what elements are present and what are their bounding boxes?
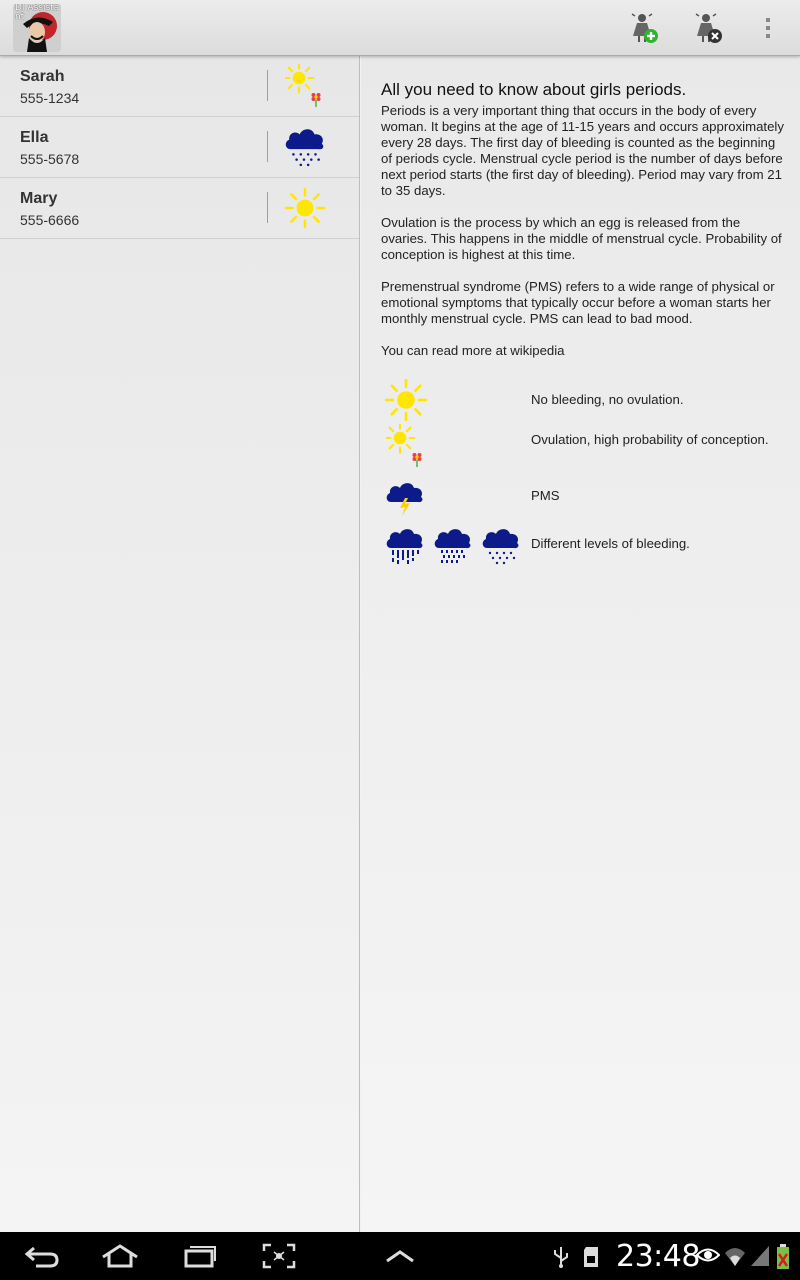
rain-cloud-light-icon <box>481 524 521 568</box>
system-bar <box>0 1232 800 1280</box>
back-icon <box>24 1244 60 1268</box>
storm-cloud-icon <box>385 476 425 520</box>
person-name: Ella <box>20 129 49 146</box>
row-divider <box>267 70 268 101</box>
info-paragraph-pms: Premenstrual syndrome (PMS) refers to a wide range of physical or emotional symptoms that typically occur before a woman starts her monthly menstrual cycle. PMS can lead to bad mood. <box>381 279 775 326</box>
recent-apps-button[interactable] <box>180 1240 220 1272</box>
info-panel <box>361 56 800 1232</box>
app-logo-icon[interactable] <box>13 4 61 52</box>
battery-low-icon <box>776 1244 790 1270</box>
home-icon <box>100 1243 140 1269</box>
screenshot-button[interactable] <box>260 1240 298 1272</box>
sun-icon[interactable] <box>284 186 326 230</box>
info-body <box>381 103 786 375</box>
remove-girl-icon <box>693 12 723 44</box>
add-girl-icon <box>629 12 659 44</box>
add-girl-button[interactable] <box>626 10 662 46</box>
chevron-up-icon <box>384 1248 416 1264</box>
list-item-mary[interactable] <box>0 178 359 239</box>
legend-row-pms <box>381 476 791 516</box>
wifi-icon <box>724 1244 746 1268</box>
legend-row-ovulation <box>381 424 791 472</box>
home-button[interactable] <box>98 1240 142 1272</box>
signal-icon <box>750 1244 770 1268</box>
info-paragraph-ovulation: Ovulation is the process by which an egg is released from the ovaries. This happens in the middle of menstrual cycle. Probability of conception is highest at this time. <box>381 215 782 262</box>
sun-icon <box>384 378 428 422</box>
sun-flower-icon <box>385 424 427 468</box>
person-phone: 555-1234 <box>20 90 80 106</box>
person-phone: 555-6666 <box>20 212 80 228</box>
legend-text: No bleeding, no ovulation. <box>531 392 684 407</box>
list-item-ella[interactable] <box>0 117 359 178</box>
app-icon-label: DJ Assistant <box>15 4 60 22</box>
info-title: All you need to know about girls periods. <box>381 80 687 99</box>
people-list <box>0 56 360 1232</box>
action-bar <box>0 0 800 56</box>
expand-tray-button[interactable] <box>382 1240 418 1272</box>
row-divider <box>267 131 268 162</box>
rain-cloud-medium-icon <box>433 524 473 568</box>
list-item-sarah[interactable] <box>0 56 359 117</box>
back-button[interactable] <box>22 1240 62 1272</box>
legend-row-no-bleeding <box>381 378 791 422</box>
sun-flower-icon[interactable] <box>284 64 326 108</box>
recent-apps-icon <box>182 1244 218 1268</box>
legend-text: Ovulation, high probability of conception. <box>531 432 769 447</box>
screenshot-icon <box>262 1243 296 1269</box>
info-paragraph-periods: Periods is a very important thing that occurs in the body of every woman. It begins at the age of 11-15 years and occurs approximately every 28 days. The first day of bleeding is counted as the beginning of periods cycle. Menstrual cycle period is the number of days before next period starts (the first day of bleeding). Period may vary from 21 to 35 days. <box>381 103 784 198</box>
overflow-menu-icon <box>764 16 772 40</box>
person-phone: 555-5678 <box>20 151 80 167</box>
eye-icon <box>696 1246 720 1264</box>
sd-card-icon <box>582 1246 600 1268</box>
legend-text: Different levels of bleeding. <box>531 536 690 551</box>
row-divider <box>267 192 268 223</box>
rain-cloud-light-icon[interactable] <box>284 125 326 169</box>
info-paragraph-more: You can read more at wikipedia <box>381 343 565 358</box>
rain-cloud-heavy-icon <box>385 524 425 568</box>
usb-icon <box>552 1246 570 1268</box>
person-name: Mary <box>20 190 58 207</box>
legend-text: PMS <box>531 488 560 503</box>
remove-girl-button[interactable] <box>690 10 726 46</box>
legend-row-bleeding <box>381 524 791 568</box>
overflow-menu-button[interactable] <box>750 10 786 46</box>
status-clock: 23:48 <box>616 1239 700 1274</box>
person-name: Sarah <box>20 68 65 85</box>
